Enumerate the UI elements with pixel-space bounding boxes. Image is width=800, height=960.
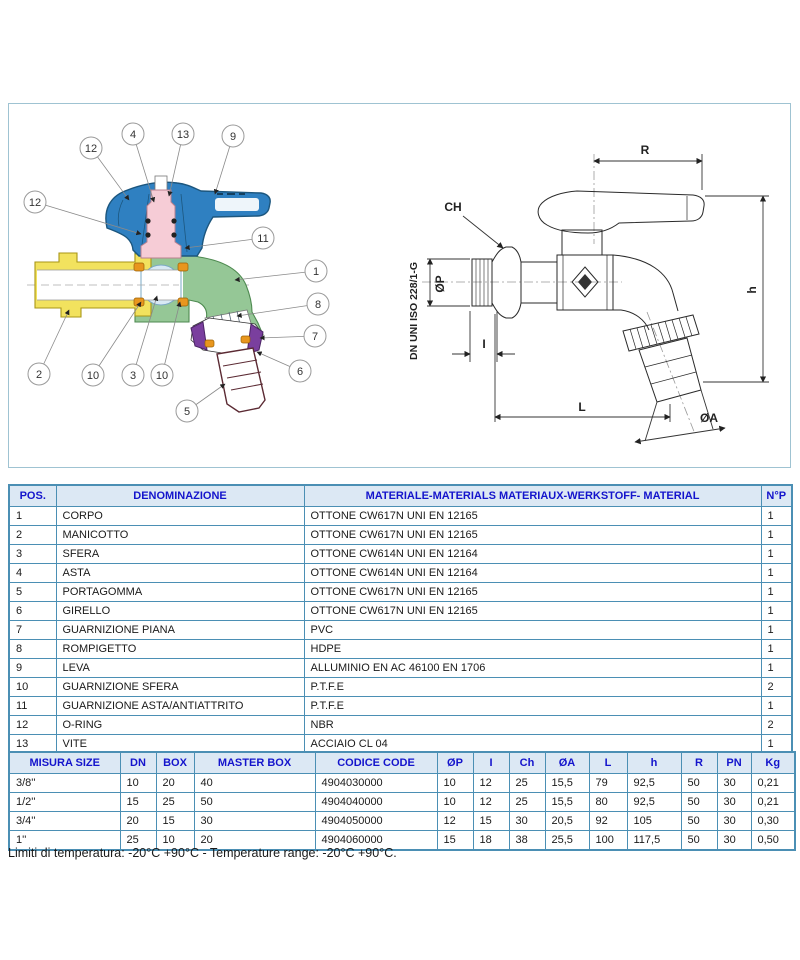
table-row <box>9 697 792 716</box>
table-cell: 10 <box>9 678 56 697</box>
table-row <box>9 774 795 793</box>
table-cell: P.T.F.E <box>304 678 761 697</box>
thread-lines <box>476 259 488 306</box>
table-row <box>9 602 792 621</box>
table-cell: 12 <box>473 793 509 812</box>
table-cell: 4904060000 <box>315 831 437 851</box>
table-row <box>9 564 792 583</box>
table-cell: PORTAGOMMA <box>56 583 304 602</box>
table-row <box>9 526 792 545</box>
table-cell: 1 <box>761 526 792 545</box>
table-cell: 92,5 <box>627 793 681 812</box>
table-cell: 50 <box>681 793 717 812</box>
callout-label: 6 <box>296 365 304 378</box>
table-cell: 3/4'' <box>9 812 120 831</box>
table-cell: 6 <box>9 602 56 621</box>
table-cell: 92,5 <box>627 774 681 793</box>
table-row <box>9 545 792 564</box>
table-cell: SFERA <box>56 545 304 564</box>
table-cell: OTTONE CW617N UNI EN 12165 <box>304 602 761 621</box>
table-cell: 7 <box>9 621 56 640</box>
table-row <box>9 793 795 812</box>
table-row <box>9 716 792 735</box>
table-cell: 10 <box>120 774 156 793</box>
callout-label: 10 <box>86 369 100 382</box>
table-row <box>9 678 792 697</box>
dim-label-OP: ØP <box>433 275 447 293</box>
table-cell: 1 <box>761 621 792 640</box>
diagram-panel <box>8 103 791 468</box>
table-row <box>9 812 795 831</box>
table-cell: OTTONE CW617N UNI EN 12165 <box>304 583 761 602</box>
flat-gasket <box>205 340 214 347</box>
table-cell: 1 <box>761 583 792 602</box>
table-cell: 0,21 <box>751 793 795 812</box>
table-cell: 30 <box>717 812 751 831</box>
table-cell: 15 <box>120 793 156 812</box>
column-header: ØP <box>437 752 473 774</box>
parts-table-header-row <box>9 485 792 507</box>
parts-table <box>8 484 793 755</box>
valve-cross-section-diagram <box>11 104 407 465</box>
column-header: ØA <box>545 752 589 774</box>
table-cell: 5 <box>9 583 56 602</box>
callout-label: 12 <box>84 142 98 155</box>
table-cell: 30 <box>717 831 751 851</box>
leader-line <box>235 271 316 280</box>
o-ring-top-2 <box>171 218 176 223</box>
table-cell: 50 <box>681 831 717 851</box>
callout-label: 4 <box>129 128 137 141</box>
column-header: DENOMINAZIONE <box>56 485 304 507</box>
ball-seat-seal <box>178 263 188 271</box>
table-cell: 10 <box>156 831 194 851</box>
callout-label: 1 <box>312 265 320 278</box>
table-cell: 30 <box>717 793 751 812</box>
table-cell: O-RING <box>56 716 304 735</box>
column-header: MISURA SIZE <box>9 752 120 774</box>
o-ring-bottom-2 <box>171 232 176 237</box>
table-cell: 20 <box>120 812 156 831</box>
table-cell: 1'' <box>9 831 120 851</box>
table-row <box>9 507 792 526</box>
table-cell: 50 <box>681 812 717 831</box>
table-cell: 38 <box>509 831 545 851</box>
callout-label: 5 <box>183 405 191 418</box>
column-header: CODICE CODE <box>315 752 437 774</box>
table-cell: 9 <box>9 659 56 678</box>
table-row <box>9 640 792 659</box>
table-cell: 4904050000 <box>315 812 437 831</box>
table-cell: OTTONE CW617N UNI EN 12165 <box>304 507 761 526</box>
dim-label-L: L <box>578 400 586 414</box>
size-table-header-row <box>9 752 795 774</box>
column-header: MASTER BOX <box>194 752 315 774</box>
table-cell: 13 <box>9 735 56 755</box>
elbow-outer <box>613 255 678 311</box>
table-cell: MANICOTTO <box>56 526 304 545</box>
table-cell: 15 <box>473 812 509 831</box>
table-cell: 1 <box>761 564 792 583</box>
table-cell: 12 <box>9 716 56 735</box>
table-cell: OTTONE CW614N UNI EN 12164 <box>304 564 761 583</box>
table-cell: CORPO <box>56 507 304 526</box>
ext-line-OA-left <box>645 402 657 441</box>
column-header: R <box>681 752 717 774</box>
table-cell: LEVA <box>56 659 304 678</box>
brand-diamond-inner <box>578 274 592 290</box>
table-cell: 20 <box>156 774 194 793</box>
lever-outline <box>538 191 704 233</box>
table-cell: 12 <box>473 774 509 793</box>
table-cell: 50 <box>681 774 717 793</box>
dim-label-I: I <box>482 337 486 351</box>
table-cell: 30 <box>717 774 751 793</box>
table-row <box>9 621 792 640</box>
callout-label: 7 <box>311 330 319 343</box>
table-cell: 30 <box>194 812 315 831</box>
table-cell: 2 <box>9 526 56 545</box>
table-row <box>9 583 792 602</box>
table-cell: 80 <box>589 793 627 812</box>
table-cell: 1 <box>761 640 792 659</box>
lever-inset-panel <box>215 198 259 211</box>
dim-label-CH: CH <box>444 200 462 214</box>
table-cell: 12 <box>437 812 473 831</box>
barb-outline <box>639 338 701 402</box>
hex-collar <box>492 247 521 318</box>
table-cell: 100 <box>589 831 627 851</box>
table-cell: 1 <box>761 735 792 755</box>
dim-label-OA: ØA <box>700 411 718 425</box>
table-cell: 0,21 <box>751 774 795 793</box>
table-cell: 30 <box>509 812 545 831</box>
callout-label: 8 <box>314 298 322 311</box>
callout-label: 12 <box>28 196 42 209</box>
table-cell: P.T.F.E <box>304 697 761 716</box>
table-cell: ROMPIGETTO <box>56 640 304 659</box>
column-header: h <box>627 752 681 774</box>
column-header: Kg <box>751 752 795 774</box>
lever-base <box>562 230 602 255</box>
table-cell: 4904030000 <box>315 774 437 793</box>
table-cell: 25 <box>156 793 194 812</box>
callout-label: 11 <box>257 232 269 245</box>
elbow-inner <box>613 310 649 330</box>
callout-label: 13 <box>176 128 190 141</box>
table-cell: 1 <box>761 507 792 526</box>
table-cell: 8 <box>9 640 56 659</box>
table-cell: 15,5 <box>545 793 589 812</box>
callout-label: 3 <box>129 369 137 382</box>
table-cell: GIRELLO <box>56 602 304 621</box>
column-header: POS. <box>9 485 56 507</box>
table-cell: 25 <box>120 831 156 851</box>
o-ring-top <box>145 218 150 223</box>
column-header: BOX <box>156 752 194 774</box>
table-cell: 20,5 <box>545 812 589 831</box>
table-cell: 18 <box>473 831 509 851</box>
callout-label: 2 <box>35 368 43 381</box>
table-cell: NBR <box>304 716 761 735</box>
barb-centerline <box>647 312 695 434</box>
column-header: N°P <box>761 485 792 507</box>
callout-label: 10 <box>155 369 169 382</box>
callout-label: 9 <box>229 130 237 143</box>
table-cell: 2 <box>761 678 792 697</box>
column-header: DN <box>120 752 156 774</box>
column-header: MATERIALE-MATERIALS MATERIAUX-WERKSTOFF- MATERIAL <box>304 485 761 507</box>
table-cell: 1 <box>761 697 792 716</box>
table-cell: 0,50 <box>751 831 795 851</box>
table-cell: 15 <box>437 831 473 851</box>
dim-label-h: h <box>745 286 759 294</box>
table-cell: 0,30 <box>751 812 795 831</box>
table-cell: 25,5 <box>545 831 589 851</box>
table-cell: PVC <box>304 621 761 640</box>
valve-dimension-drawing <box>407 104 788 465</box>
table-cell: 11 <box>9 697 56 716</box>
table-cell: 105 <box>627 812 681 831</box>
table-cell: 1 <box>9 507 56 526</box>
table-cell: 3 <box>9 545 56 564</box>
table-cell: 25 <box>509 774 545 793</box>
table-cell: 25 <box>509 793 545 812</box>
table-cell: 4904040000 <box>315 793 437 812</box>
table-cell: 1 <box>761 659 792 678</box>
flat-gasket <box>241 336 250 343</box>
thread-spec-label: DN UNI ISO 228/1-G <box>408 261 420 361</box>
table-cell: ALLUMINIO EN AC 46100 EN 1706 <box>304 659 761 678</box>
column-header: I <box>473 752 509 774</box>
table-row <box>9 659 792 678</box>
column-header: L <box>589 752 627 774</box>
hose-barb <box>217 348 265 412</box>
table-cell: 117,5 <box>627 831 681 851</box>
barb-segments <box>645 355 696 384</box>
table-cell: 79 <box>589 774 627 793</box>
column-header: Ch <box>509 752 545 774</box>
table-cell: 2 <box>761 716 792 735</box>
table-cell: 50 <box>194 793 315 812</box>
male-thread <box>472 259 492 306</box>
table-cell: 1 <box>761 602 792 621</box>
table-cell: OTTONE CW614N UNI EN 12164 <box>304 545 761 564</box>
column-header: PN <box>717 752 751 774</box>
table-cell: VITE <box>56 735 304 755</box>
lever-handle <box>106 182 270 256</box>
table-cell: ASTA <box>56 564 304 583</box>
table-cell: 3/8'' <box>9 774 120 793</box>
table-cell: 15 <box>156 812 194 831</box>
dim-label-R: R <box>640 143 650 157</box>
table-cell: 10 <box>437 774 473 793</box>
body-cylinder <box>521 262 557 303</box>
size-table <box>8 751 796 851</box>
table-cell: 20 <box>194 831 315 851</box>
table-cell: HDPE <box>304 640 761 659</box>
table-cell: GUARNIZIONE SFERA <box>56 678 304 697</box>
table-cell: 10 <box>437 793 473 812</box>
table-cell: 1/2'' <box>9 793 120 812</box>
table-cell: 4 <box>9 564 56 583</box>
table-cell: 92 <box>589 812 627 831</box>
ball-seat-seal <box>134 263 144 271</box>
table-cell: 15,5 <box>545 774 589 793</box>
temperature-note: Limiti di temperatura: -20°C +90°C - Temperature range: -20°C +90°C. <box>8 846 397 860</box>
table-cell: GUARNIZIONE ASTA/ANTIATTRITO <box>56 697 304 716</box>
leader-CH <box>463 216 503 248</box>
o-ring-bottom <box>145 232 150 237</box>
table-cell: OTTONE CW617N UNI EN 12165 <box>304 526 761 545</box>
table-cell: 40 <box>194 774 315 793</box>
table-cell: ACCIAIO CL 04 <box>304 735 761 755</box>
table-cell: 1 <box>761 545 792 564</box>
table-cell: GUARNIZIONE PIANA <box>56 621 304 640</box>
